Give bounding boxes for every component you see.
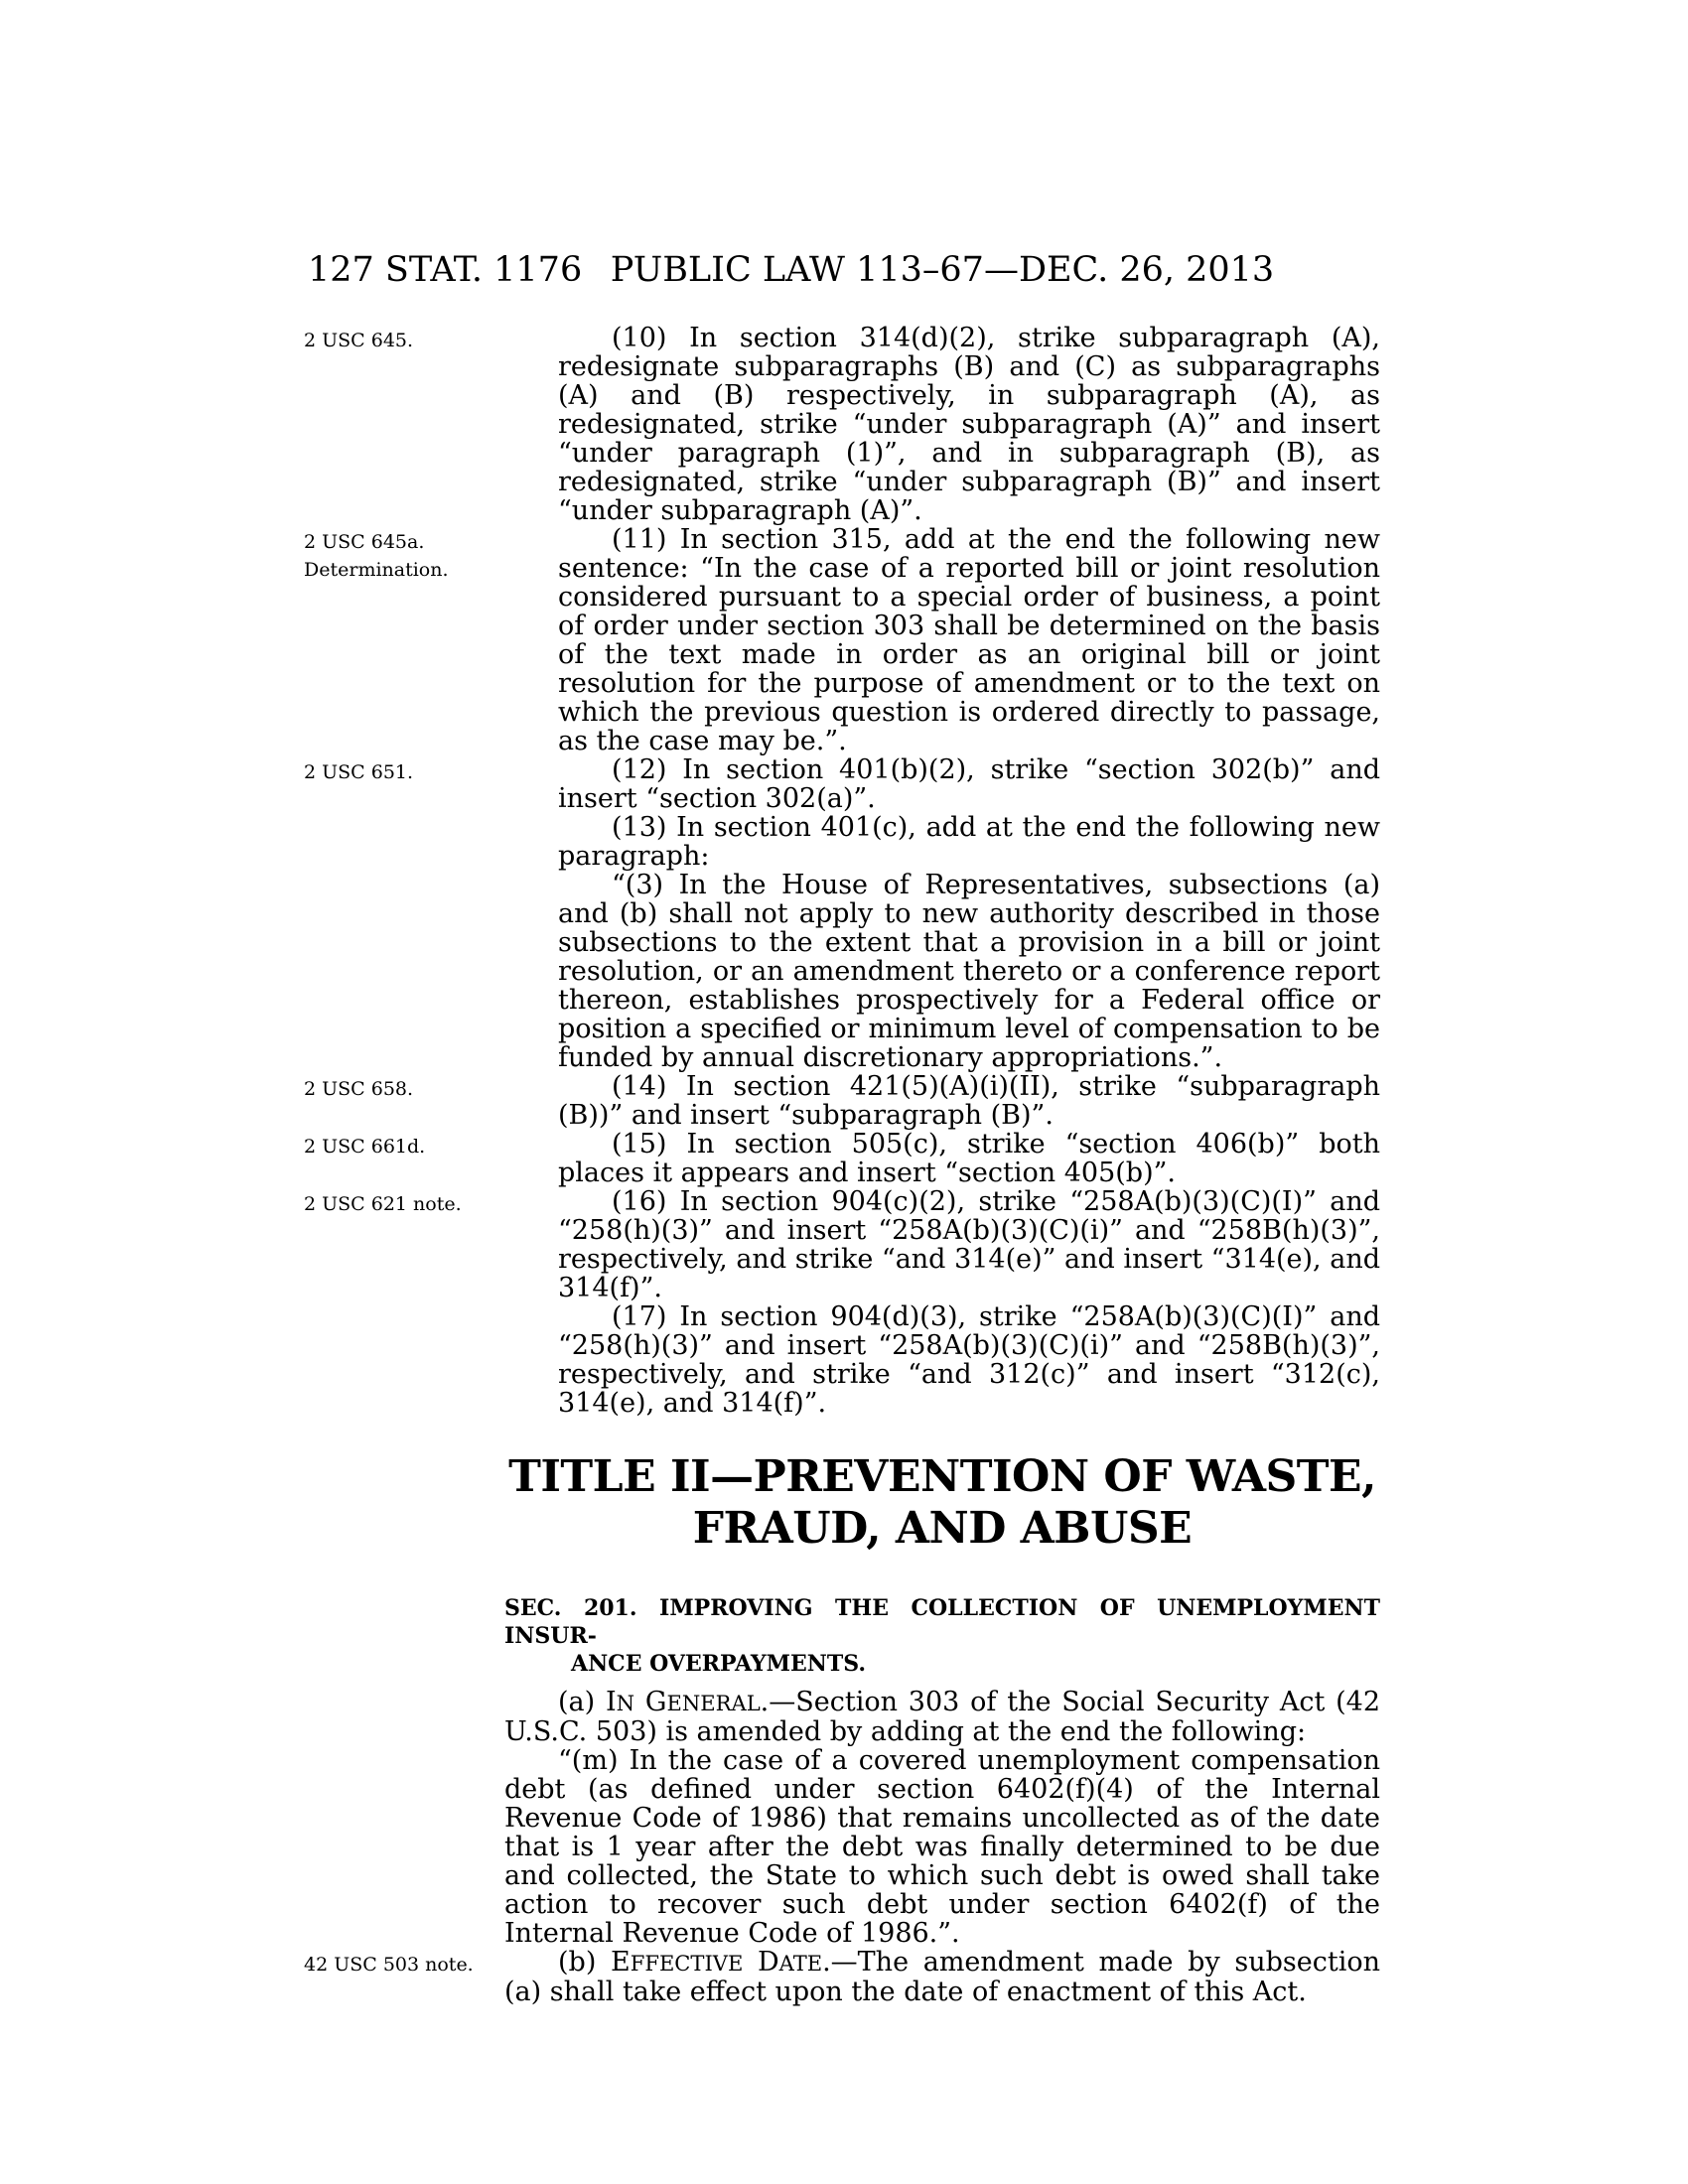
margin-note [304, 1746, 504, 1749]
small-caps-run: ATE [778, 1951, 823, 1976]
margin-note [304, 525, 504, 584]
margin-note [304, 324, 504, 354]
content-column [304, 324, 1382, 2006]
statute-row [304, 525, 1382, 755]
public-law-header: PUBLIC LAW 113–67—DEC. 26, 2013 [610, 250, 1275, 290]
margin-note [304, 755, 504, 786]
margin-note [304, 871, 504, 874]
margin-note-line: 2 USC 661d. [304, 1136, 426, 1158]
statute-paragraph [558, 1302, 1380, 1418]
text-run: G [634, 1687, 667, 1717]
section-201-heading [504, 1594, 1380, 1678]
statute-row [304, 1072, 1382, 1130]
margin-note-line: 2 USC 658. [304, 1078, 414, 1100]
text-run: (10) In section 314(d)(2), strike subparagraph (A), redesignate subparagraphs (B) and (C) as subparagraphs (A) and (B) respectively, in subparagraph (A), as redesignated, strike “under subparagraph (A)” and insert “under paragraph (1)”, and in subparagraph (B), as redesignated, strike “under subparagraph (B)” and insert “under subparagraph (A)”. [558, 323, 1380, 526]
small-caps-run: N [616, 1691, 635, 1715]
statute-paragraph [504, 1948, 1380, 2006]
statute-row [304, 1187, 1382, 1302]
statute-paragraph [504, 1746, 1380, 1948]
title-ii-heading [504, 1451, 1380, 1555]
margin-note-line: 2 USC 645a. [304, 531, 425, 553]
title-ii-heading-line2: FRAUD, AND ABUSE [692, 1503, 1193, 1554]
margin-note [304, 1688, 504, 1691]
text-run: D [743, 1947, 779, 1978]
margin-note-line: 42 USC 503 note. [304, 1954, 474, 1976]
statute-row [304, 871, 1382, 1072]
title-ii-heading-line1: TITLE II—PREVENTION OF WASTE, [508, 1451, 1376, 1502]
text-run: “(m) In the case of a covered unemployment compensation debt (as defined under section 6402(f)(4) of the Internal Revenue Code of 1986) that remains uncollected as of the date that is 1 year after the debt was finally determined to be due and collected, the State to which such debt is owed shall take action to recover such debt under section 6402(f) of the Internal Revenue Code of 1986.”. [504, 1745, 1380, 1949]
statute-paragraph [558, 1187, 1380, 1302]
margin-note [304, 813, 504, 816]
statute-paragraph [558, 871, 1380, 1072]
text-run: (b) E [558, 1947, 631, 1978]
section-201-heading-line2: ANCE OVERPAYMENTS. [571, 1651, 866, 1677]
text-run: “(3) In the House of Representatives, subsections (a) and (b) shall not apply to new authority described in those subsections to the extent that a provision in a bill or joint resolution, or an amendment thereto or a conference report thereon, establishes prospectively for a Federal office or position a specified or minimum level of compensation to be funded by annual discretionary appropriations.”. [558, 870, 1380, 1073]
statute-row [304, 1130, 1382, 1187]
statute-row [304, 1746, 1382, 1948]
margin-note [304, 1187, 504, 1218]
text-run: (15) In section 505(c), strike “section 406(b)” both places it appears and insert “section 405(b)”. [558, 1129, 1380, 1188]
text-run: (a) I [558, 1687, 617, 1717]
statute-row [304, 1948, 1382, 2006]
statute-row [304, 1688, 1382, 1746]
text-run: (17) In section 904(d)(3), strike “258A(b)(3)(C)(I)” and “258(h)(3)” and insert “258A(b)(3)(C)(i)” and “258B(h)(3)”, respectively, and strike “and 312(c)” and insert “312(c), 314(e), and 314(f)”. [558, 1301, 1380, 1419]
text-run: .—Section 303 of the Social Security Act (42 U.S.C. 503) is amended by adding at the end the following: [504, 1687, 1381, 1747]
statute-row [304, 755, 1382, 813]
section-201-heading-line1: SEC. 201. IMPROVING THE COLLECTION OF UNEMPLOYMENT INSUR- [504, 1595, 1380, 1649]
margin-note [304, 1948, 504, 1979]
statute-row [304, 1302, 1382, 1418]
statute-paragraph [558, 324, 1380, 525]
statute-paragraph [558, 813, 1380, 871]
statute-paragraph [558, 525, 1380, 755]
amendment-list [304, 324, 1382, 1418]
statute-row [304, 813, 1382, 871]
text-run: (13) In section 401(c), add at the end the following new paragraph: [558, 812, 1380, 872]
text-run: .—The amendment made by subsection (a) shall take effect upon the date of enactment of this Act. [504, 1947, 1380, 2007]
statute-paragraph [558, 1130, 1380, 1187]
margin-note [304, 1302, 504, 1305]
text-run: (11) In section 315, add at the end the following new sentence: “In the case of a reported bill or joint resolution considered pursuant to a special order of business, a point of order under section 303 shall be determined on the basis of the text made in order as an original bill or joint resolution for the purpose of amendment or to the text on which the previous question is ordered directly to passage, as the case may be.”. [558, 524, 1380, 756]
margin-note-line: 2 USC 621 note. [304, 1193, 462, 1215]
statute-paragraph [558, 1072, 1380, 1130]
margin-note-line: Determination. [304, 559, 449, 581]
statute-row [304, 324, 1382, 525]
section-201-body [304, 1688, 1382, 2006]
statute-paragraph [504, 1688, 1380, 1746]
margin-note-line: 2 USC 651. [304, 761, 414, 783]
stat-page-number: 127 STAT. 1176 [308, 250, 583, 290]
statute-paragraph [558, 755, 1380, 813]
margin-note [304, 1130, 504, 1160]
text-run: (12) In section 401(b)(2), strike “section 302(b)” and insert “section 302(a)”. [558, 754, 1380, 814]
margin-note-line: 2 USC 645. [304, 330, 414, 351]
text-run: (16) In section 904(c)(2), strike “258A(b)(3)(C)(I)” and “258(h)(3)” and insert “258A(b)(3)(C)(i)” and “258B(h)(3)”, respectively, and strike “and 314(e)” and insert “314(e), and 314(f)”. [558, 1186, 1380, 1303]
small-caps-run: FFECTIVE [630, 1951, 744, 1976]
margin-note [304, 1072, 504, 1103]
text-run: (14) In section 421(5)(A)(i)(II), strike “subparagraph (B))” and insert “subparagraph (B)”. [558, 1071, 1380, 1131]
small-caps-run: ENERAL [666, 1691, 761, 1715]
